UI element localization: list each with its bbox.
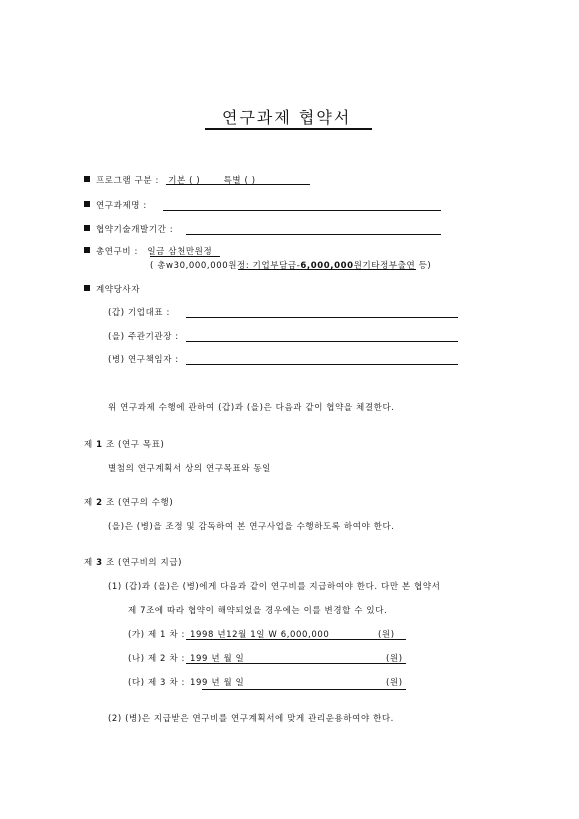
bullet-icon: [84, 201, 90, 207]
project-name-field[interactable]: [163, 210, 441, 211]
bullet-icon: [84, 225, 90, 231]
bullet-icon: [84, 285, 90, 291]
party-b-label: (을) 주관기관장 :: [108, 332, 179, 342]
article-3-para2: (2) (병)은 지급받은 연구비를 연구계획서에 맞게 관리운용하여야 한다.: [108, 714, 394, 724]
cost-label: 총연구비 :: [96, 247, 139, 257]
payment-2-line[interactable]: [186, 663, 406, 664]
payment-2-label: (나) 제 2 차 :: [128, 654, 185, 664]
party-c-field[interactable]: [186, 364, 458, 365]
cost-detail-line[interactable]: [238, 269, 416, 270]
bullet-icon: [84, 176, 90, 182]
project-name-label: 연구과제명 :: [96, 201, 147, 211]
cost-amount-words: 일금 삼천만원정: [147, 247, 213, 257]
period-label: 협약기술개발기간 :: [96, 225, 174, 235]
article-2-body: (을)은 (병)을 조정 및 감독하여 본 연구사업을 수행하도록 하여야 한다.: [108, 522, 395, 532]
cost-detail-b: 6,000,000: [300, 261, 354, 271]
parties-label: 계약당사자: [96, 285, 141, 295]
party-a-field[interactable]: [186, 317, 458, 318]
cost-words-line[interactable]: [150, 256, 220, 257]
bullet-icon: [84, 247, 90, 253]
payment-3-line[interactable]: [202, 689, 406, 690]
payment-3-value: 199 년 월 일: [190, 678, 245, 688]
parties-row: [84, 283, 140, 295]
article-3-para1-line1: (1) (갑)과 (을)은 (병)에게 다음과 같이 연구비를 지급하여야 한다. 다만 본 협약서: [108, 582, 441, 592]
title-underline: [205, 128, 372, 130]
article-2-heading: 제 2 조 (연구의 수행): [84, 498, 174, 508]
period-field[interactable]: [186, 234, 441, 235]
period-row: [84, 223, 173, 235]
payment-2-value: 199 년 월 일: [190, 654, 245, 664]
program-special: 특별 ( ): [223, 176, 256, 186]
article-3-para1-line2: 제 7조에 따라 협약이 해약되었을 경우에는 이를 변경할 수 있다.: [128, 606, 388, 616]
cost-detail-a: 기업부담금-: [252, 261, 301, 271]
party-b-field[interactable]: [186, 341, 458, 342]
payment-3-label: (다) 제 3 차 :: [128, 678, 185, 688]
payment-1-unit: (원): [378, 630, 395, 640]
program-field-line[interactable]: [166, 184, 310, 185]
project-name-row: [84, 199, 147, 211]
payment-3-unit: (원): [386, 678, 403, 688]
cost-detail-c: 원기타정부출연 등): [353, 261, 432, 271]
payment-1-label: (가) 제 1 차 :: [128, 630, 185, 640]
payment-1-value: 1998 년12월 1일 W 6,000,000: [190, 630, 330, 640]
program-label: 프로그램 구분 :: [96, 176, 159, 186]
payment-2-unit: (원): [386, 654, 403, 664]
document-title: 연구과제 협약서: [222, 108, 352, 127]
article-1-heading: 제 1 조 (연구 목표): [84, 440, 165, 450]
article-1-body: 별첨의 연구계획서 상의 연구목표와 동일: [108, 464, 271, 474]
party-c-label: (병) 연구책임자 :: [108, 355, 179, 365]
article-3-heading: 제 3 조 (연구비의 지급): [84, 558, 183, 568]
intro-text: 위 연구과제 수행에 관하여 (갑)과 (을)은 다음과 같이 협약을 체결한다.: [108, 403, 395, 413]
program-basic: 기본 ( ): [168, 176, 201, 186]
party-a-label: (갑) 기업대표 :: [108, 308, 170, 318]
payment-1-line[interactable]: [186, 639, 406, 640]
cost-detail-prefix: ( 총w30,000,000원정:: [150, 261, 253, 271]
